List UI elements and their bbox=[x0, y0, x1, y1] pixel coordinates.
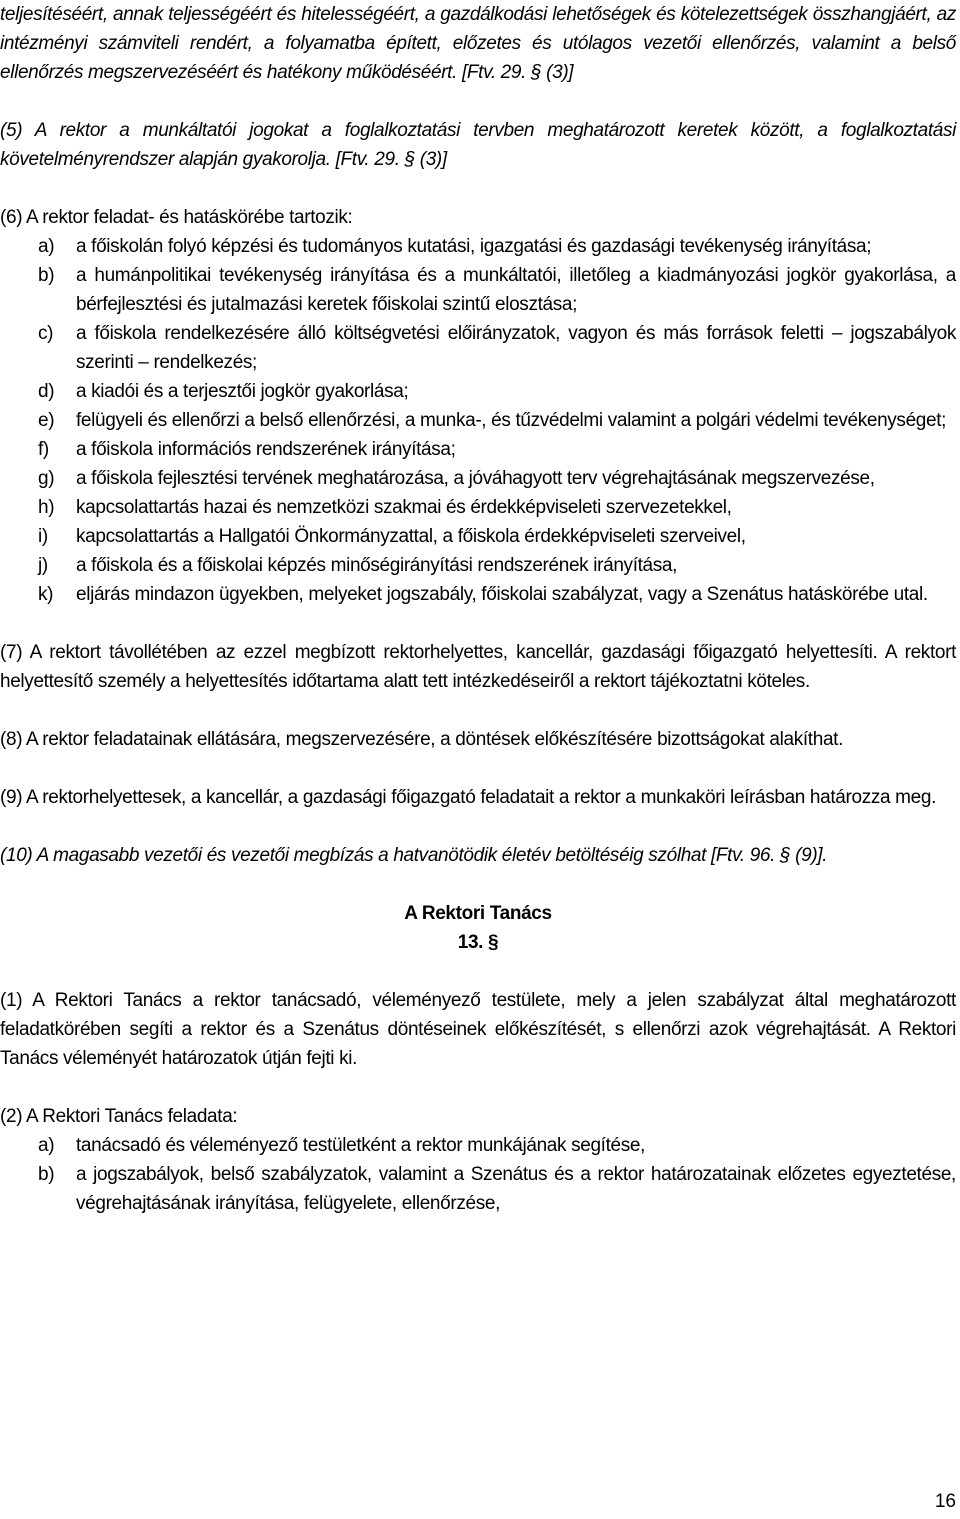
spacer bbox=[0, 174, 956, 203]
paragraph-10: (10) A magasabb vezetői és vezetői megbízás a hatvanötödik életév betöltéséig szólhat [Ftv. 96. § (9)]. bbox=[0, 845, 828, 866]
list-item-text: kapcsolattartás hazai és nemzetközi szakmai és érdekképviseleti szervezetekkel, bbox=[76, 497, 732, 518]
paragraph-7: (7) A rektort távollétében az ezzel megbízott rektorhelyettes, kancellár, gazdasági főigazgató helyettesíti. A rektort helyettesítő személy a helyettesítés időtartama alatt tett intézkedéseiről a rektort tájékoztatni köteles. bbox=[0, 642, 956, 692]
page-number: 16 bbox=[934, 1491, 956, 1512]
spacer bbox=[0, 609, 956, 638]
list-item-label: a) bbox=[38, 236, 55, 257]
list-item bbox=[0, 464, 956, 493]
section-paragraph-1: (1) A Rektori Tanács a rektor tanácsadó, véleményező testülete, mely a jelen szabályzat által meghatározott feladatkörében segíti a rektor és a Szenátus döntéseinek előkészítését, s ellenőrzi azok végrehajtását. A Rektori Tanács véleményét határozatok útján fejti ki. bbox=[0, 990, 956, 1069]
paragraph-9: (9) A rektorhelyettesek, a kancellár, a gazdasági főigazgató feladatait a rektor a munkaköri leírásban határozza meg. bbox=[0, 787, 936, 808]
list-item-label: g) bbox=[38, 468, 55, 489]
list-item-text: a főiskola és a főiskolai képzés minőségirányítási rendszerének irányítása, bbox=[76, 555, 678, 576]
paragraph-5: (5) A rektor a munkáltatói jogokat a foglalkoztatási tervben meghatározott keretek között, a foglalkoztatási követelményrendszer alapján gyakorolja. [Ftv. 29. § (3)] bbox=[0, 120, 956, 170]
spacer bbox=[0, 754, 956, 783]
paragraph-8: (8) A rektor feladatainak ellátására, megszervezésére, a döntések előkészítésére bizottságokat alakíthat. bbox=[0, 729, 844, 750]
list-item bbox=[0, 406, 956, 435]
spacer bbox=[0, 870, 956, 899]
list-item bbox=[0, 580, 956, 609]
list-item bbox=[0, 522, 956, 551]
spacer bbox=[0, 1073, 956, 1102]
list-item-text: a jogszabályok, belső szabályzatok, valamint a Szenátus és a rektor határozatainak előzetes egyeztetése, végrehajtásának irányítása, felügyelete, ellenőrzése, bbox=[76, 1164, 956, 1214]
list-item-text: a humánpolitikai tevékenység irányítása és a munkáltatói, illetőleg a kiadmányozási jogkör gyakorlása, a bérfejlesztési és jutalmazási keretek főiskolai szintű elosztása; bbox=[76, 265, 956, 315]
list-item bbox=[0, 435, 956, 464]
list-item-label: h) bbox=[38, 497, 55, 518]
section-paragraph-2-intro: (2) A Rektori Tanács feladata: bbox=[0, 1106, 238, 1127]
section-paragraph-2-list bbox=[0, 1131, 956, 1218]
spacer bbox=[0, 812, 956, 841]
list-item bbox=[0, 232, 956, 261]
list-item-label: b) bbox=[38, 1164, 55, 1185]
list-item-label: f) bbox=[38, 439, 49, 460]
spacer bbox=[0, 957, 956, 986]
list-item-label: b) bbox=[38, 265, 55, 286]
list-item bbox=[0, 493, 956, 522]
intro-paragraph: teljesítéséért, annak teljességéért és hitelességéért, a gazdálkodási lehetőségek és kötelezettségek összhangjáért, az intézményi számviteli rendért, a folyamatba épített, előzetes és utólagos vezetői ellenőrzés, valamint a belső ellenőrzés megszervezéséért és hatékony működéséért. [Ftv. 29. § (3)] bbox=[0, 4, 956, 83]
list-item bbox=[0, 551, 956, 580]
list-item-text: a főiskola fejlesztési tervének meghatározása, a jóváhagyott terv végrehajtásának megszervezése, bbox=[76, 468, 875, 489]
list-item bbox=[0, 377, 956, 406]
list-item-text: eljárás mindazon ügyekben, melyeket jogszabály, főiskolai szabályzat, vagy a Szenátus hatáskörébe utal. bbox=[76, 584, 928, 605]
list-item bbox=[0, 1131, 956, 1160]
list-item-label: a) bbox=[38, 1135, 55, 1156]
list-item bbox=[0, 319, 956, 377]
list-item-label: c) bbox=[38, 323, 54, 344]
spacer bbox=[0, 87, 956, 116]
list-item-label: j) bbox=[38, 555, 48, 576]
list-item-label: i) bbox=[38, 526, 48, 547]
list-item bbox=[0, 1160, 956, 1218]
list-item-label: k) bbox=[38, 584, 54, 605]
paragraph-6-intro: (6) A rektor feladat- és hatáskörébe tartozik: bbox=[0, 207, 353, 228]
list-item-text: kapcsolattartás a Hallgatói Önkormányzattal, a főiskola érdekképviseleti szerveivel, bbox=[76, 526, 746, 547]
list-item-label: d) bbox=[38, 381, 55, 402]
list-item-label: e) bbox=[38, 410, 55, 431]
list-item-text: a főiskola rendelkezésére álló költségvetési előirányzatok, vagyon és más források feletti – jogszabályok szerinti – rendelkezés; bbox=[76, 323, 956, 373]
list-item-text: a kiadói és a terjesztői jogkör gyakorlása; bbox=[76, 381, 409, 402]
list-item-text: felügyeli és ellenőrzi a belső ellenőrzési, a munka-, és tűzvédelmi valamint a polgári védelmi tevékenységet; bbox=[76, 410, 947, 431]
paragraph-6-list bbox=[0, 232, 956, 609]
section-title: A Rektori Tanács bbox=[404, 903, 552, 924]
list-item-text: a főiskolán folyó képzési és tudományos kutatási, igazgatási és gazdasági tevékenység irányítása; bbox=[76, 236, 872, 257]
section-number: 13. § bbox=[457, 932, 499, 953]
list-item bbox=[0, 261, 956, 319]
list-item-text: tanácsadó és véleményező testületként a rektor munkájának segítése, bbox=[76, 1135, 646, 1156]
spacer bbox=[0, 696, 956, 725]
list-item-text: a főiskola információs rendszerének irányítása; bbox=[76, 439, 456, 460]
